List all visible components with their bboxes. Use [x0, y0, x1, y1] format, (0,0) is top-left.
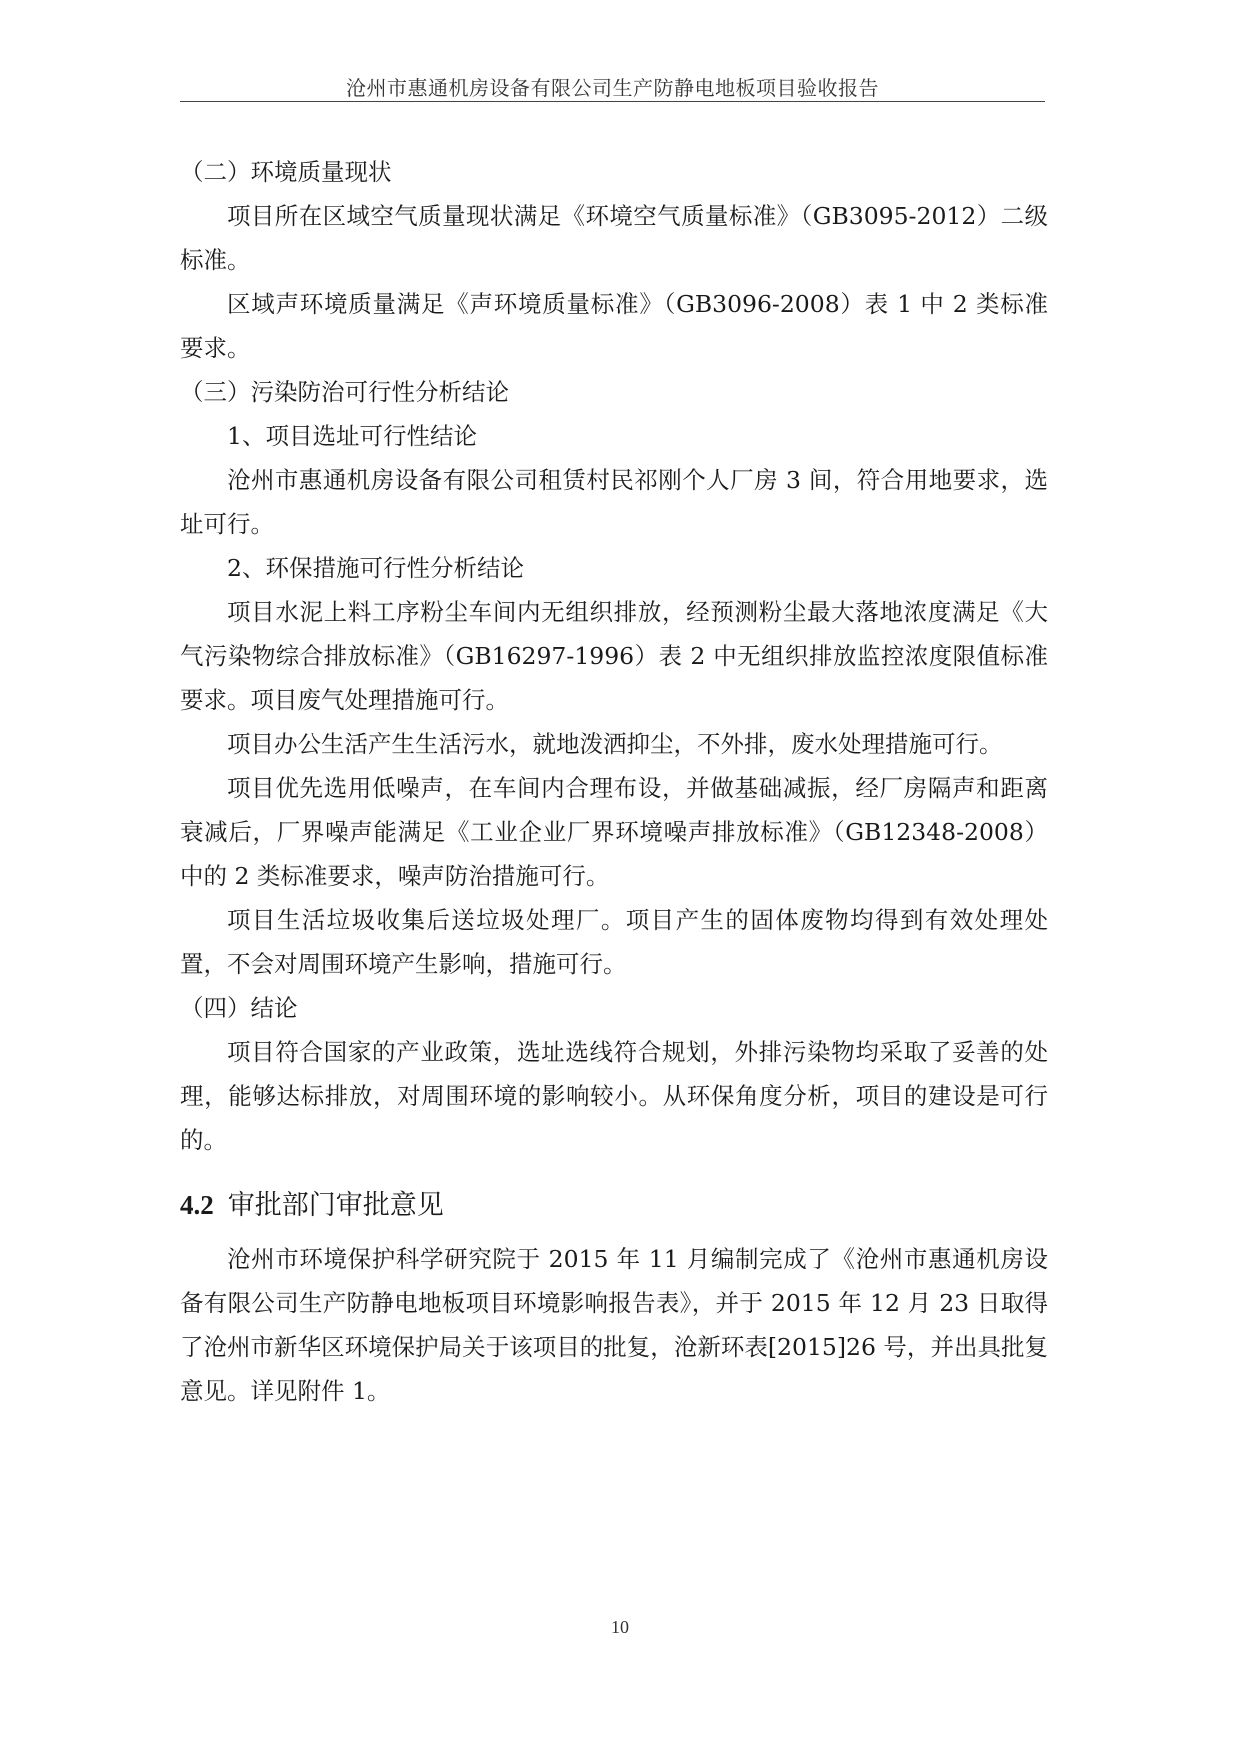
paragraph-approval: 沧州市环境保护科学研究院于 2015 年 11 月编制完成了《沧州市惠通机房设备有限公司生产防静电地板项目环境影响报告表》，并于 2015 年 12 月 23 日取得了沧州市新华区环境保护局关于该项目的批复，沧新环表[2015]26 号，并出具批复意见。详见附件 1。	[180, 1245, 1048, 1405]
section-title: 审批部门审批意见	[227, 1190, 444, 1221]
heading-measures-feasibility: 2、环保措施可行性分析结论	[227, 554, 524, 582]
heading-environment-quality: （二）环境质量现状	[180, 158, 392, 186]
paragraph-solid-waste: 项目生活垃圾收集后送垃圾处理厂。项目产生的固体废物均得到有效处理处置，不会对周围环境产生影响，措施可行。	[180, 906, 1048, 978]
section-number: 4.2	[180, 1190, 214, 1220]
paragraph-noise: 项目优先选用低噪声，在车间内合理布设，并做基础减振，经厂房隔声和距离衰减后，厂界噪声能满足《工业企业厂界环境噪声排放标准》（GB12348-2008）中的 2 类标准要求，噪声防治措施可行。	[180, 774, 1048, 890]
paragraph-conclusion: 项目符合国家的产业政策，选址选线符合规划，外排污染物均采取了妥善的处理，能够达标排放，对周围环境的影响较小。从环保角度分析，项目的建设是可行的。	[180, 1038, 1048, 1154]
page-number: 10	[611, 1617, 629, 1637]
heading-pollution-control: （三）污染防治可行性分析结论	[180, 378, 509, 406]
section-heading-4-2	[180, 1180, 1048, 1231]
paragraph-wastewater: 项目办公生活产生生活污水，就地泼洒抑尘，不外排，废水处理措施可行。	[227, 730, 1003, 758]
paragraph-acoustic-quality: 区域声环境质量满足《声环境质量标准》（GB3096-2008）表 1 中 2 类标准要求。	[180, 290, 1048, 362]
page-content	[180, 150, 1048, 1413]
paragraph-site-feasibility: 沧州市惠通机房设备有限公司租赁村民祁刚个人厂房 3 间，符合用地要求，选址可行。	[180, 466, 1048, 538]
paragraph-air-quality: 项目所在区域空气质量现状满足《环境空气质量标准》（GB3095-2012）二级标准。	[180, 202, 1048, 274]
header-rule	[180, 101, 1045, 102]
running-header-title: 沧州市惠通机房设备有限公司生产防静电地板项目验收报告	[346, 76, 879, 100]
paragraph-dust-emission: 项目水泥上料工序粉尘车间内无组织排放，经预测粉尘最大落地浓度满足《大气污染物综合排放标准》（GB16297-1996）表 2 中无组织排放监控浓度限值标准要求。项目废气处理措施可行。	[180, 598, 1048, 714]
heading-site-feasibility: 1、项目选址可行性结论	[227, 422, 477, 450]
heading-conclusion: （四）结论	[180, 994, 298, 1022]
